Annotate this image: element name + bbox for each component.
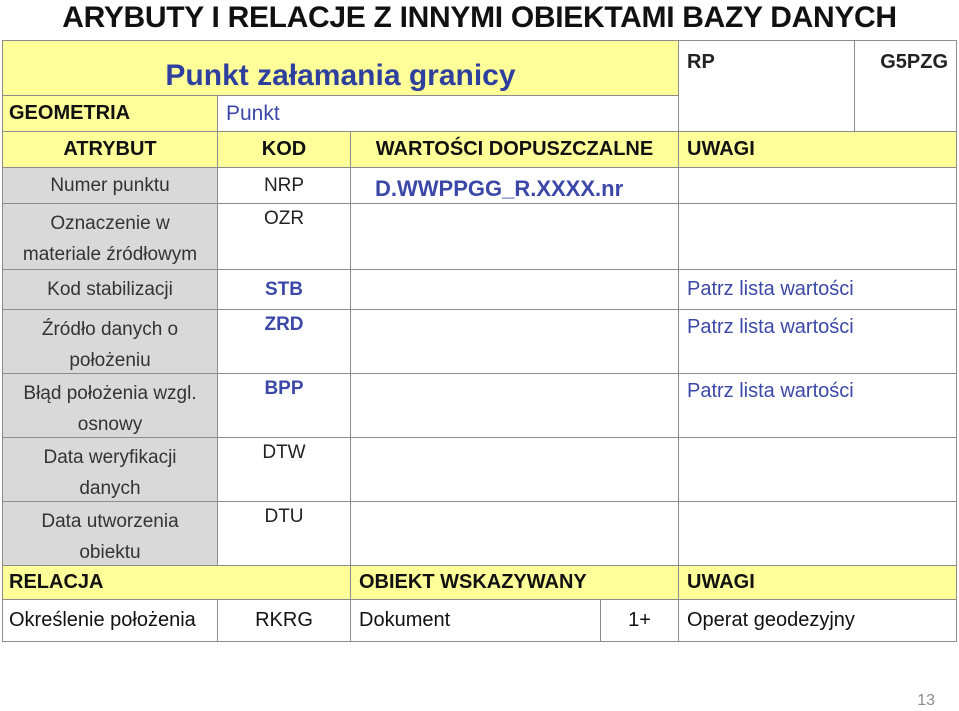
relations-header-notes: UWAGI [679, 566, 957, 600]
rp-label: RP [679, 40, 855, 132]
relations-header-object: OBIEKT WSKAZYWANY [351, 566, 679, 600]
attribute-allowed-value [351, 204, 679, 270]
object-code: G5PZG [855, 40, 957, 132]
attribute-allowed-value [351, 310, 679, 374]
attribute-allowed-value [351, 502, 679, 566]
attribute-name: Data utworzenia obiektu [2, 502, 218, 566]
geometry-value: Punkt [218, 96, 679, 132]
attribute-note [679, 502, 957, 566]
attribute-allowed-value [351, 270, 679, 310]
attribute-code: OZR [218, 204, 351, 270]
attribute-allowed-value [351, 438, 679, 502]
column-header-allowed-values: WARTOŚCI DOPUSZCZALNE [351, 132, 679, 168]
column-header-notes: UWAGI [679, 132, 957, 168]
attribute-code: DTW [218, 438, 351, 502]
attribute-name: Źródło danych o położeniu [2, 310, 218, 374]
relation-name: Określenie położenia [2, 600, 218, 642]
attribute-name: Błąd położenia wzgl. osnowy [2, 374, 218, 438]
relation-multiplicity: 1+ [628, 609, 651, 631]
attribute-code: NRP [218, 168, 351, 204]
attribute-note [679, 168, 957, 204]
attributes-table [2, 40, 957, 676]
attribute-code: STB [218, 270, 351, 310]
relation-object-cell [351, 600, 679, 642]
attribute-note: Patrz lista wartości [679, 310, 957, 374]
relations-header-relation: RELACJA [2, 566, 351, 600]
page-number: 13 [917, 692, 935, 709]
attribute-name: Data weryfikacji danych [2, 438, 218, 502]
relation-code: RKRG [218, 600, 351, 642]
attribute-note [679, 204, 957, 270]
geometry-label: GEOMETRIA [2, 96, 218, 132]
attribute-note: Patrz lista wartości [679, 374, 957, 438]
relation-object: Dokument [351, 600, 601, 641]
object-name: Punkt załamania granicy [2, 40, 679, 96]
relation-note: Operat geodezyjny [679, 600, 957, 642]
attribute-note [679, 438, 957, 502]
attribute-code: DTU [218, 502, 351, 566]
attribute-name: Numer punktu [2, 168, 218, 204]
attribute-name: Kod stabilizacji [2, 270, 218, 310]
attribute-note: Patrz lista wartości [679, 270, 957, 310]
attribute-allowed-value [351, 374, 679, 438]
column-header-attribute: ATRYBUT [2, 132, 218, 168]
column-header-code: KOD [218, 132, 351, 168]
attribute-code: ZRD [218, 310, 351, 374]
attribute-code: BPP [218, 374, 351, 438]
attribute-name: Oznaczenie w materiale źródłowym [2, 204, 218, 270]
page-title: ARYBUTY I RELACJE Z INNYMI OBIEKTAMI BAZY DANYCH [62, 1, 897, 34]
attribute-allowed-value: D.WWPPGG_R.XXXX.nr [351, 168, 679, 204]
